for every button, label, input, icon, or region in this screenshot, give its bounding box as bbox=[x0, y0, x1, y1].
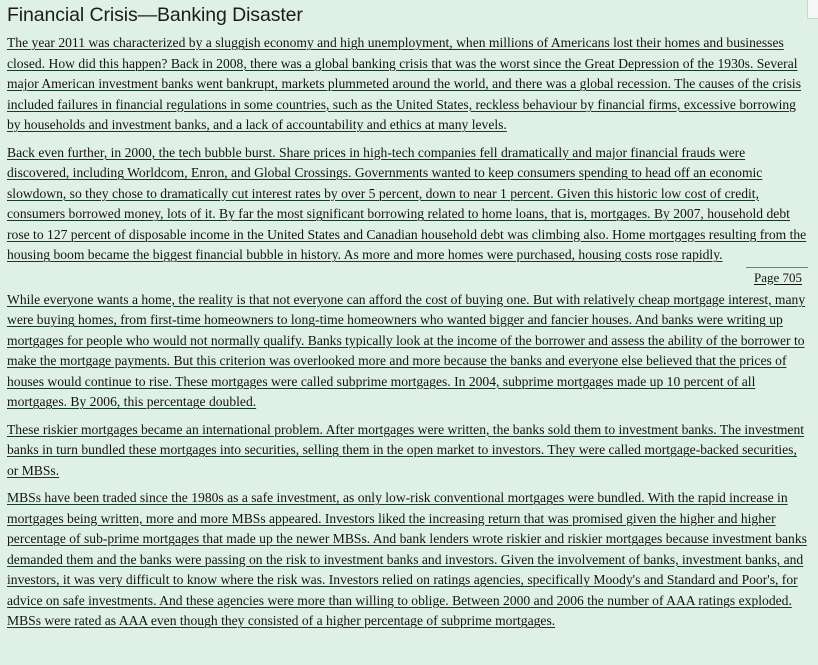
paragraph-mbs: MBSs have been traded since the 1980s as a safe investment, as only low-risk conventional mortgages were bundled. With the rapid increase in mortgages being written, more and more MBSs appeared. Investors liked the increasing return that was promised given the higher and higher percentage of sub-prime mortgages that made up the newer MBSs. And bank lenders wrote riskier and riskier mortgages because investment banks demanded them and the banks were passing on the risk to investment banks and investors. Given the involvement of banks, investment banks, and investors, it was very difficult to know where the risk was. Investors relied on ratings agencies, specifically Moody's and Standard and Poor's, for advice on safe investments. And these agencies were more than willing to oblige. Between 2000 and 2006 the number of AAA ratings exploded. MBSs were rated as AAA even though they consisted of a higher percentage of subprime mortgages. bbox=[7, 490, 807, 628]
paragraph-international: These riskier mortgages became an international problem. After mortgages were written, the banks sold them to investment banks. The investment banks in turn bundled these mortgages into securities, selling them in the open market to investors. They were called mortgage-backed securities, or MBSs. bbox=[7, 421, 805, 478]
page-marker bbox=[7, 267, 808, 288]
paragraph-intro: The year 2011 was characterized by a sluggish economy and high unemployment, when millions of Americans lost their homes and businesses closed. How did this happen? Back in 2008, there was a global banking crisis that was the worst since the Great Depression of the 1930s. Several major American investment banks went bankrupt, markets plummeted around the world, and there was a global recession. The causes of the crisis included failures in financial regulations in some countries, such as the United States, reckless behaviour by financial firms, excessive borrowing by households and investment banks, and a lack of accountability and ethics at many levels. bbox=[7, 35, 801, 132]
page-number-label: Page 705 bbox=[746, 267, 808, 288]
scrollbar-tab[interactable] bbox=[807, 0, 818, 19]
paragraph-subprime: While everyone wants a home, the reality is that not everyone can afford the cost of buying one. But with relatively cheap mortgage interest, many were buying homes, from first-time homeowners to long-time homeowners who wanted bigger and fancier houses. And banks were writing up mortgages for people who would not normally qualify. Banks typically look at the income of the borrower and assess the ability of the borrower to make the mortgage payments. But this criterion was overlooked more and more because the banks and everyone else believed that the prices of houses would continue to rise. These mortgages were called subprime mortgages. In 2004, subprime mortgages made up 10 percent of all mortgages. By 2006, this percentage doubled. bbox=[7, 291, 806, 409]
article-body bbox=[7, 33, 808, 639]
page-title: Financial Crisis—Banking Disaster bbox=[7, 4, 303, 26]
paragraph-tech-bubble: Back even further, in 2000, the tech bubble burst. Share prices in high-tech companies fell dramatically and major financial frauds were discovered, including Worldcom, Enron, and Global Crossings. Governments wanted to keep consumers spending to head off an economic slowdown, so they chose to dramatically cut interest rates by over 5 percent, down to near 1 percent. Given this historic low cost of credit, consumers borrowed money, lots of it. By far the most significant borrowing related to home loans, that is, mortgages. By 2007, household debt rose to 127 percent of disposable income in the United States and Canadian household debt was climbing also. Home mortgages resulting from the housing boom became the biggest financial bubble in history. As more and more homes were purchased, housing costs rose rapidly. bbox=[7, 144, 807, 262]
